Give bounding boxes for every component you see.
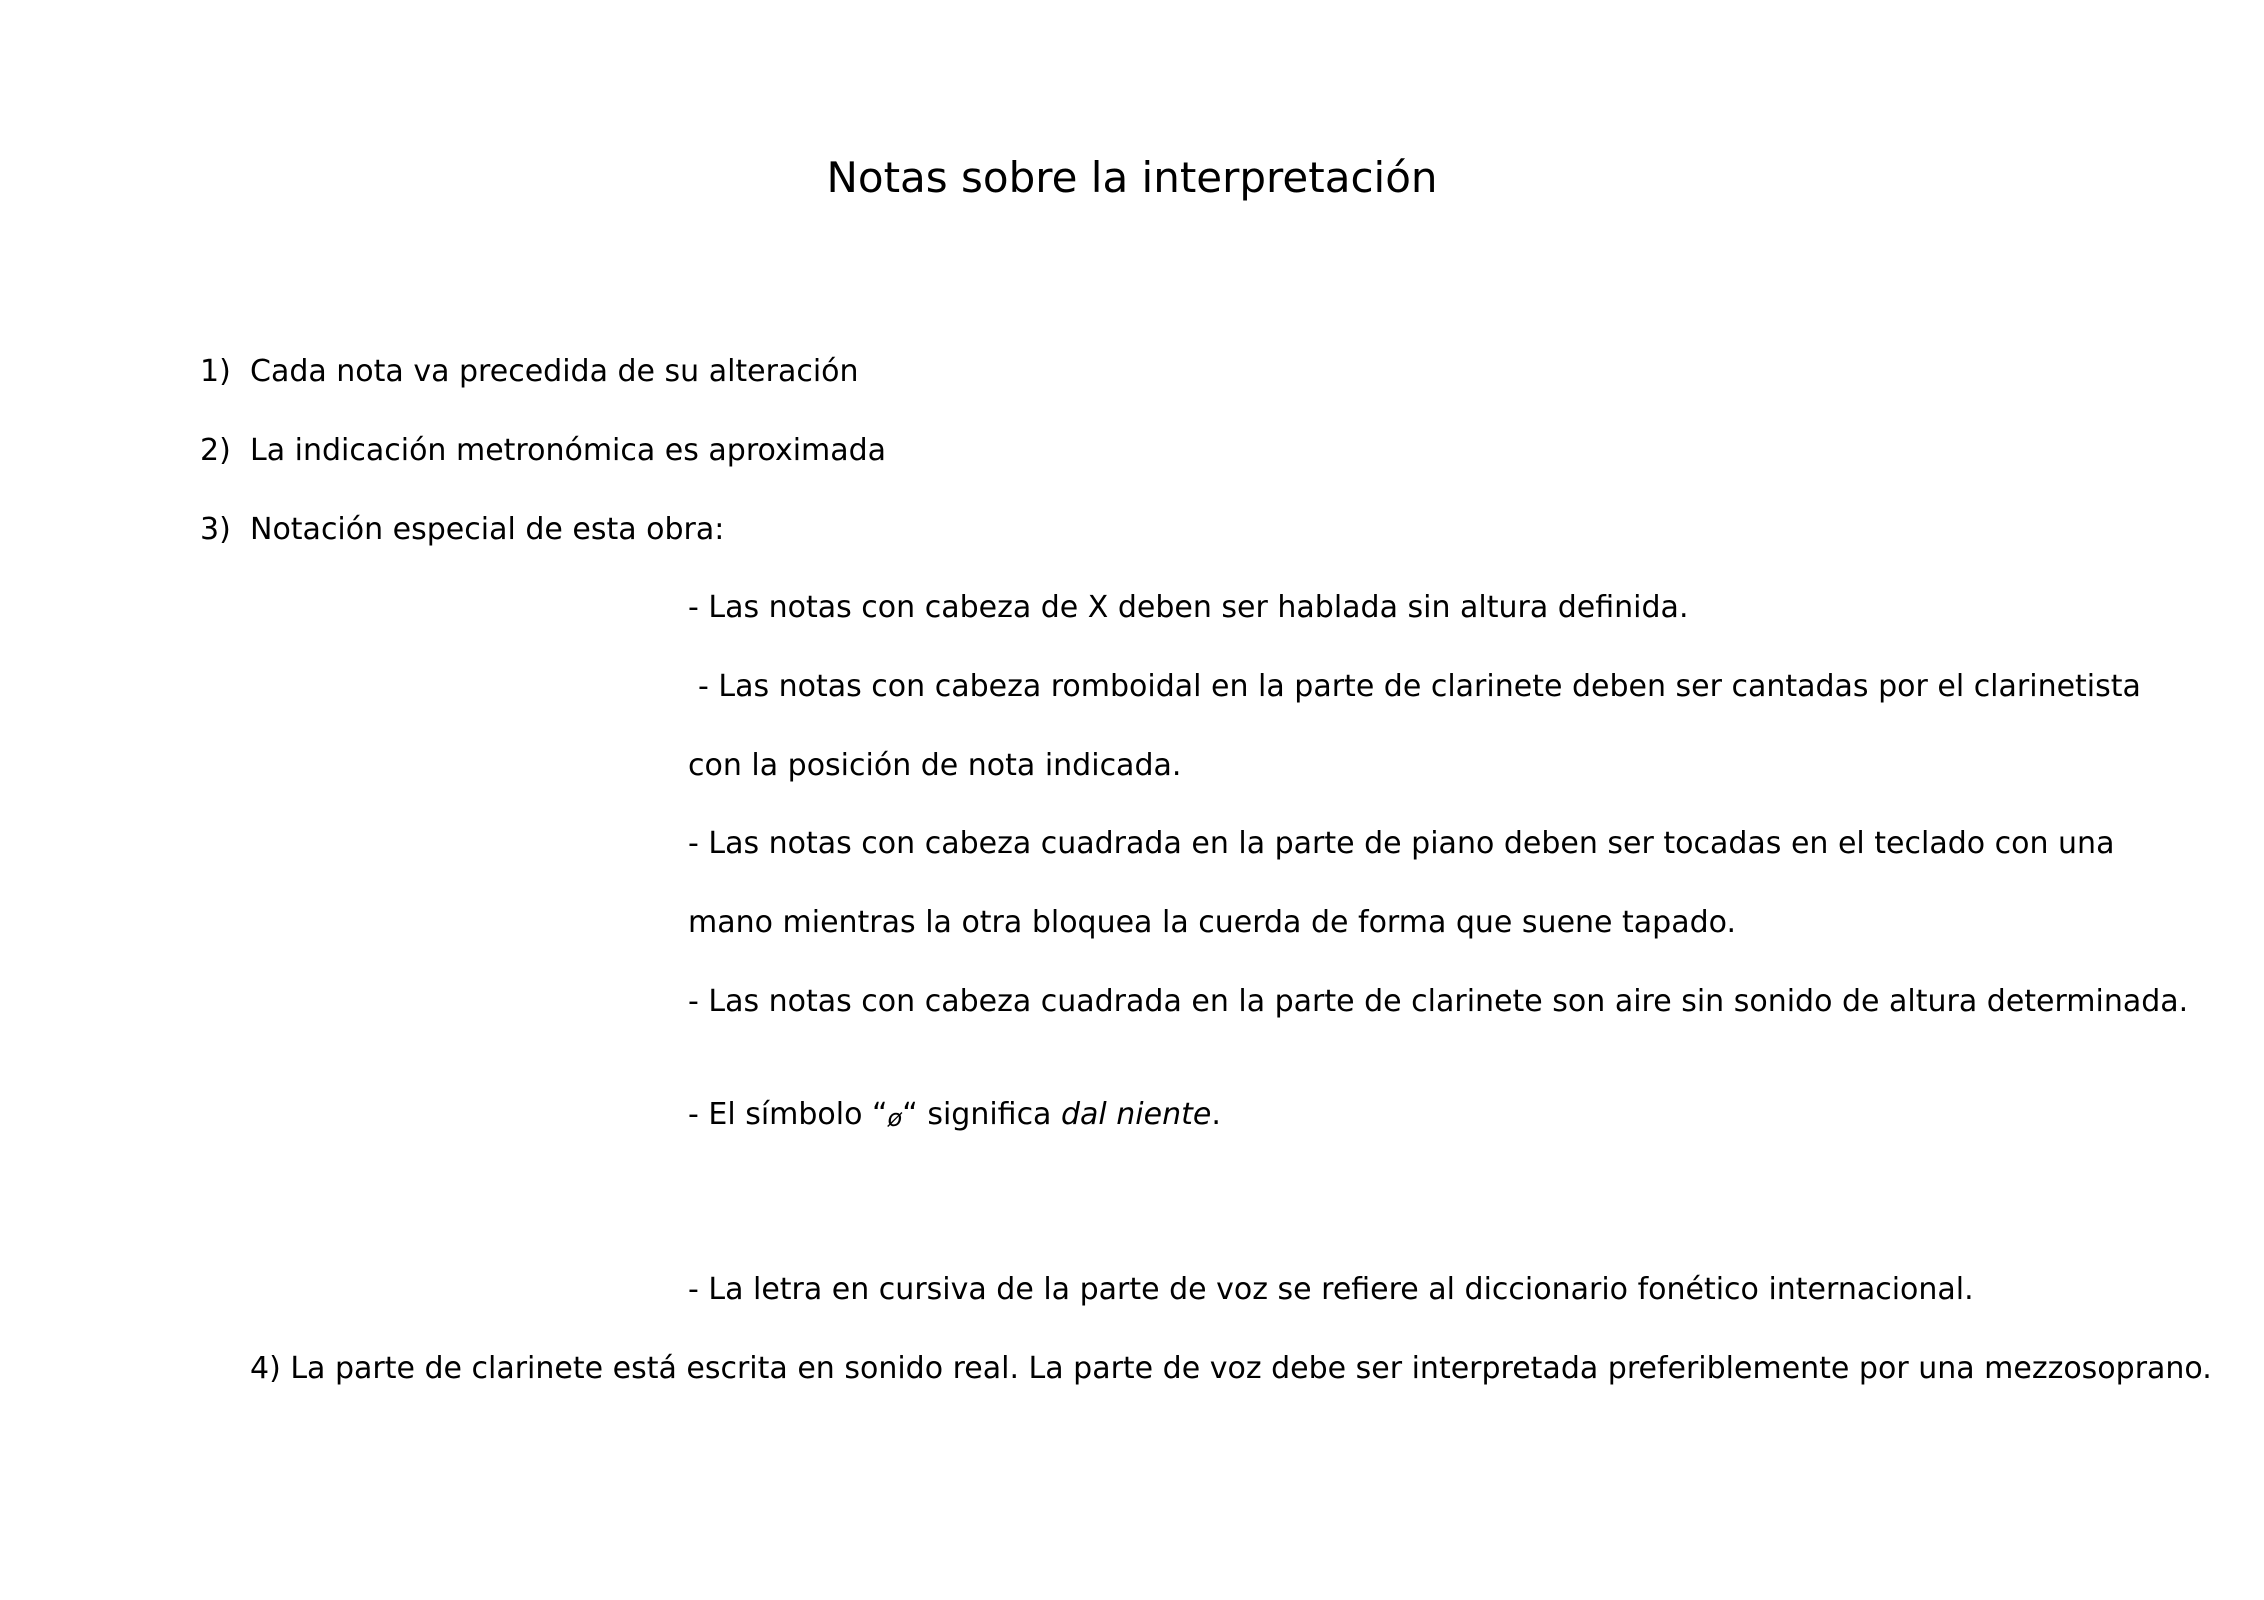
list-item-text: La indicación metronómica es aproximada	[250, 433, 887, 468]
list-item-1	[200, 350, 859, 394]
symbol-prefix: - El símbolo “	[688, 1097, 888, 1132]
dal-niente-glyph: ø	[887, 1104, 903, 1132]
notation-ipa-lyrics: - La letra en cursiva de la parte de voz se refiere al diccionario fonético internacional.	[688, 1272, 1974, 1307]
list-item-3	[200, 508, 724, 552]
list-item-2	[200, 429, 886, 473]
notation-dal-niente-symbol	[688, 1093, 1221, 1140]
list-item-4: 4) La parte de clarinete está escrita en sonido real. La parte de voz debe ser interpretada preferiblemente por una mezzosoprano.	[250, 1351, 2212, 1386]
list-item-number: 3)	[200, 512, 231, 547]
list-item-number: 1)	[200, 354, 231, 389]
symbol-italic-term: dal niente	[1060, 1097, 1212, 1132]
notation-diamond-heads-cont: con la posición de nota indicada.	[688, 748, 1182, 783]
notation-diamond-heads: - Las notas con cabeza romboidal en la parte de clarinete deben ser cantadas por el clarinetista	[698, 669, 2141, 704]
page-title: Notas sobre la interpretación	[826, 153, 1438, 202]
list-item-number: 2)	[200, 433, 231, 468]
notation-square-heads-clarinet: - Las notas con cabeza cuadrada en la parte de clarinete son aire sin sonido de altura determinada.	[688, 984, 2189, 1019]
list-item-text: Cada nota va precedida de su alteración	[250, 354, 859, 389]
symbol-end: .	[1211, 1097, 1221, 1132]
symbol-mid: “ significa	[902, 1097, 1061, 1132]
notation-square-heads-piano: - Las notas con cabeza cuadrada en la parte de piano deben ser tocadas en el teclado con una	[688, 826, 2115, 861]
notation-x-heads: - Las notas con cabeza de X deben ser hablada sin altura definida.	[688, 590, 1689, 625]
list-item-text: Notación especial de esta obra:	[250, 512, 725, 547]
notation-square-heads-piano-cont: mano mientras la otra bloquea la cuerda de forma que suene tapado.	[688, 905, 1737, 940]
